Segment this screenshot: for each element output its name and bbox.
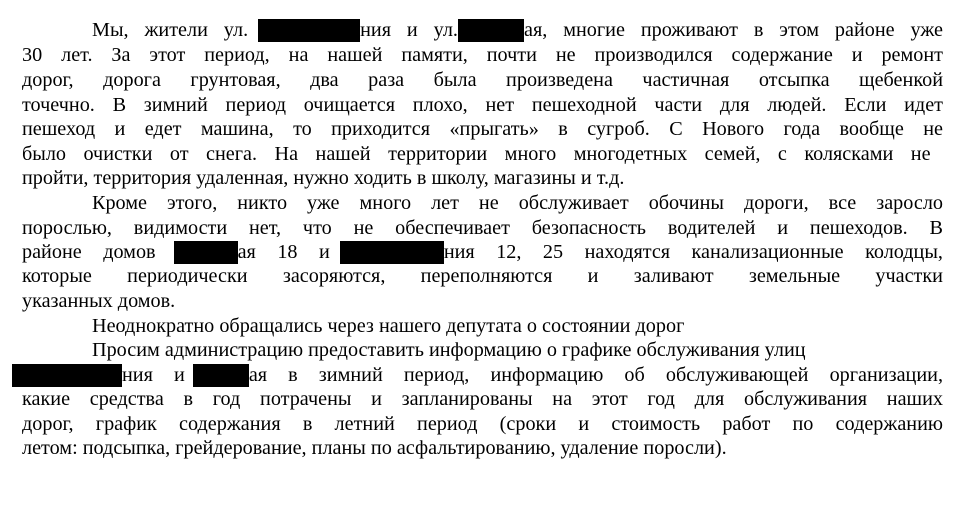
- text-fragment: Мы, жители ул.: [92, 19, 249, 41]
- paragraph-4-line-5: [22, 436, 943, 460]
- paragraph-1-line-4: [22, 93, 943, 117]
- text-line: пройти, территория удаленная, нужно ходить в школу, магазины и т.д.: [22, 167, 625, 189]
- paragraph-2-line-5: [22, 289, 943, 313]
- paragraph-1-line-6: [22, 142, 943, 166]
- text-line: какие средства в год потрачены и запланированы на этот год для обслуживания наших: [22, 388, 943, 410]
- text-line: дорог, график содержания в летний период (сроки и стоимость работ по содержанию: [22, 413, 943, 435]
- paragraph-2-line-1: [92, 191, 943, 215]
- paragraph-4-line-1: [92, 338, 943, 362]
- text-line: Кроме этого, никто уже много лет не обслуживает обочины дороги, все заросло: [92, 192, 943, 214]
- redaction-block: [458, 19, 524, 42]
- text-fragment: ния и: [122, 364, 185, 386]
- text-line: Просим администрацию предоставить информацию о графике обслуживания улиц: [92, 339, 806, 361]
- text-fragment: ая, многие проживают в этом районе уже: [523, 19, 943, 41]
- text-line: которые периодически засоряются, переполняются и заливают земельные участки: [22, 265, 943, 287]
- redaction-block: [340, 241, 444, 264]
- text-line: дорог, дорога грунтовая, два раза была произведена частичная отсыпка щебенкой: [22, 69, 943, 91]
- paragraph-2-line-4: [22, 264, 943, 288]
- paragraph-4-line-4: [22, 412, 943, 436]
- text-fragment: ния 12, 25 находятся канализационные колодцы,: [443, 241, 943, 263]
- paragraph-2-line-3: [22, 240, 943, 264]
- text-fragment: районе домов: [22, 241, 156, 263]
- paragraph-1-line-7: [22, 166, 943, 190]
- paragraph-2-line-2: [22, 216, 943, 240]
- paragraph-1-line-5: [22, 117, 943, 141]
- text-line: указанных домов.: [22, 290, 176, 312]
- redaction-block: [193, 364, 249, 387]
- redaction-block: [258, 19, 360, 42]
- paragraph-1-line-2: [22, 43, 943, 67]
- text-fragment: ния и ул.: [360, 19, 458, 41]
- paragraph-1-line-1: [92, 18, 943, 42]
- text-line: Неоднократно обращались через нашего депутата о состоянии дорог: [92, 315, 685, 337]
- paragraph-4-line-2: [12, 363, 943, 387]
- redaction-block: [12, 364, 122, 387]
- paragraph-4-line-3: [22, 387, 943, 411]
- text-line: пешеход и едет машина, то приходится «прыгать» в сугроб. С Нового года вообще не: [22, 118, 943, 140]
- text-fragment: ая 18 и: [237, 241, 330, 263]
- text-line: летом: подсыпка, грейдерование, планы по асфальтированию, удаление поросли).: [22, 437, 727, 459]
- paragraph-1-line-3: [22, 68, 943, 92]
- text-line: 30 лет. За этот период, на нашей памяти, почти не производился содержание и ремонт: [22, 44, 943, 66]
- text-fragment: ая в зимний период, информацию об обслуживающей организации,: [248, 364, 943, 386]
- paragraph-3-line-1: [92, 314, 943, 338]
- text-line: порослью, видимости нет, что не обеспечивает безопасность водителей и пешеходов. В: [22, 217, 943, 239]
- text-line: было очистки от снега. На нашей территории много многодетных семей, с колясками не: [22, 143, 931, 165]
- redaction-block: [174, 241, 238, 264]
- text-line: точечно. В зимний период очищается плохо, нет пешеходной части для людей. Если идет: [22, 94, 943, 116]
